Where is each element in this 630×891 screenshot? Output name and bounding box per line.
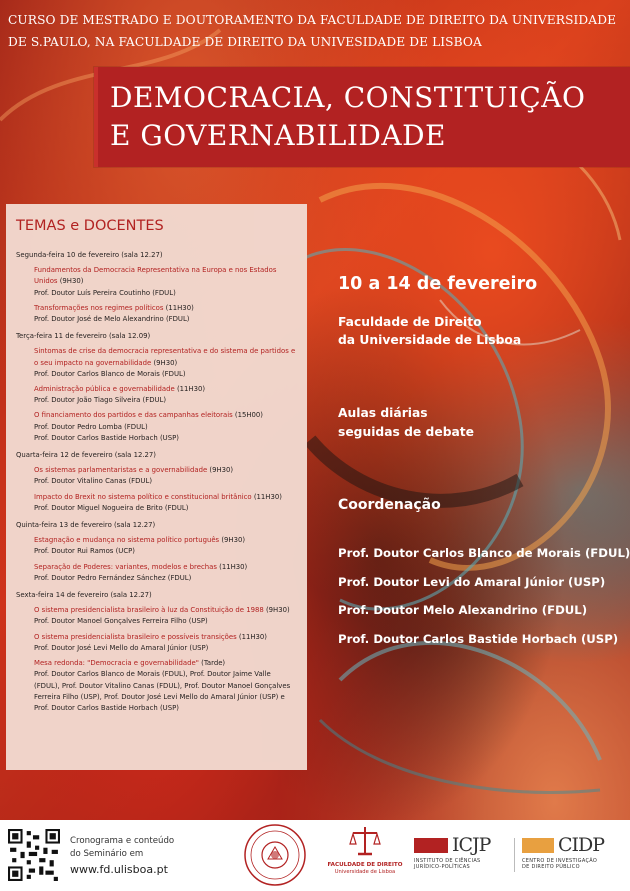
session-professor: Prof. Doutor Rui Ramos (UCP) — [34, 547, 135, 556]
session-time: (9H30) — [153, 358, 178, 367]
cidp-subtitle-line-2: DE DIREITO PÚBLICO — [522, 864, 580, 871]
event-dates: 10 a 14 de fevereiro — [338, 274, 538, 294]
schedule-session — [34, 658, 298, 714]
session-professor: Prof. Doutor Carlos Blanco de Morais (FDUL) — [34, 369, 186, 378]
schedule-session — [34, 346, 298, 380]
session-professor: Prof. Doutor Pedro Fernández Sánchez (FDUL) — [34, 573, 192, 582]
session-title: Estagnação e mudança no sistema político português — [34, 536, 220, 545]
schedule-session — [34, 605, 298, 627]
schedule-day: Quinta-feira 13 de fevereiro (sala 12.27) — [16, 521, 156, 530]
session-time: (11H30) — [219, 562, 248, 571]
session-time: (9H30) — [265, 606, 290, 615]
session-title: Separação de Poderes: variantes, modelos e brechas — [34, 562, 217, 571]
event-venue — [338, 313, 521, 349]
icjp-subtitle-line-1: INSTITUTO DE CIÊNCIAS — [414, 858, 481, 864]
schedule-session — [34, 384, 298, 406]
schedule-session — [34, 535, 298, 557]
session-professor: Prof. Doutor Carlos Blanco de Morais (FDUL), Prof. Doutor Jaime Valle (FDUL), Prof. Doutor Vitalino Canas (FDUL), Prof. Doutor Manoel Gonçalves Ferreira Filho (USP), Prof. Doutor José Levi Mello do Amaral Júnior (USP) e Prof. Doutor Carlos Bastide Horbach (USP) — [34, 670, 291, 712]
format-line-1: Aulas diárias — [338, 406, 428, 420]
format-line-2: seguidas de debate — [338, 425, 475, 439]
venue-line-2: da Universidade de Lisboa — [338, 333, 522, 347]
poster-title-line-1: DEMOCRACIA, CONSTITUIÇÃO — [110, 81, 586, 114]
session-professor: Prof. Doutor João Tiago Silveira (FDUL) — [34, 396, 167, 405]
poster-title — [110, 79, 585, 155]
session-professor: Prof. Doutor Vitalino Canas (FDUL) — [34, 477, 153, 486]
qr-code-icon[interactable] — [8, 829, 60, 881]
coordinators-list — [338, 539, 630, 653]
coordinator-item: Prof. Doutor Levi do Amaral Júnior (USP) — [338, 574, 606, 589]
logo-divider — [514, 838, 515, 872]
scales-of-justice-icon — [348, 824, 382, 858]
cidp-subtitle-line-1: CENTRO DE INVESTIGAÇÃO — [522, 858, 598, 864]
session-title: Sintomas de crise da democracia representativa e do sistema de partidos e o seu impacto na governabilidade — [34, 347, 296, 367]
icjp-subtitle-line-2: JURÍDICO-POLÍTICAS — [414, 864, 471, 871]
schedule-session — [34, 632, 298, 654]
cidp-subtitle — [522, 858, 597, 870]
session-time: (9H30) — [59, 277, 84, 286]
schedule-session — [34, 492, 298, 514]
session-time: (Tarde) — [201, 659, 226, 668]
icjp-subtitle — [414, 858, 481, 870]
coordinator-item: Prof. Doutor Melo Alexandrino (FDUL) — [338, 603, 588, 617]
session-title: Transformações nos regimes políticos — [34, 303, 164, 312]
footer-note-line-2: do Seminário em — [70, 849, 144, 859]
schedule-session — [34, 465, 298, 487]
website-link[interactable]: www.fd.ulisboa.pt — [70, 863, 168, 876]
schedule-session — [34, 562, 298, 584]
coordination-heading: Coordenação — [338, 497, 441, 513]
session-time: (11H30) — [238, 632, 268, 641]
schedule-day: Quarta-feira 12 de fevereiro (sala 12.27) — [16, 451, 156, 460]
session-professor: Prof. Doutor Manoel Gonçalves Ferreira Filho (USP) — [34, 617, 208, 626]
schedule-day: Segunda-feira 10 de fevereiro (sala 12.27) — [16, 251, 163, 259]
venue-line-1: Faculdade de Direito — [338, 315, 482, 329]
schedule-session — [34, 265, 298, 299]
session-professor: Prof. Doutor Luís Pereira Coutinho (FDUL) — [34, 288, 176, 297]
schedule-list — [16, 250, 298, 718]
faculty-university: Universidade de Lisboa — [334, 869, 396, 875]
course-header — [8, 9, 624, 53]
session-time: (9H30) — [221, 536, 246, 545]
icjp-logo — [414, 836, 514, 876]
session-title: Os sistemas parlamentaristas e a governabilidade — [34, 466, 208, 475]
title-banner — [94, 67, 630, 167]
footer — [0, 820, 630, 891]
course-header-line-1: CURSO DE MESTRADO E DOUTORAMENTO DA FACULDADE DE DIREITO DA UNIVERSIDADE — [8, 13, 617, 27]
session-title: O sistema presidencialista brasileiro à luz da Constituição de 1988 — [34, 606, 264, 615]
session-title: O sistema presidencialista brasileiro e possíveis transições — [34, 632, 237, 641]
cidp-wordmark: CIDP — [558, 834, 605, 856]
event-format — [338, 404, 474, 442]
session-title: Administração pública e governabilidade — [34, 385, 175, 394]
session-title: O financiamento dos partidos e das campanhas eleitorais — [34, 411, 233, 420]
session-professor: Prof. Doutor Pedro Lomba (FDUL) Prof. Doutor Carlos Bastide Horbach (USP) — [34, 422, 179, 442]
session-title: Mesa redonda: "Democracia e governabilidade" — [34, 659, 199, 668]
session-time: (15H00) — [234, 411, 264, 420]
coordinator-item: Prof. Doutor Carlos Bastide Horbach (USP) — [338, 631, 619, 646]
session-time: (11H30) — [253, 492, 282, 501]
session-time: (11H30) — [165, 303, 194, 312]
coordinator-item: Prof. Doutor Carlos Blanco de Morais (FDUL) — [338, 546, 630, 560]
schedule-day: Terça-feira 11 de fevereiro (sala 12.09) — [16, 332, 151, 341]
cidp-logo — [522, 836, 628, 876]
course-header-line-2: DE S.PAULO, NA FACULDADE DE DIREITO DA UNIVESIDADE DE LISBOA — [8, 35, 482, 49]
icjp-block-icon — [414, 838, 448, 853]
session-professor: Prof. Doutor José Levi Mello do Amaral Júnior (USP) — [34, 643, 209, 652]
session-time: (11H30) — [176, 385, 206, 394]
schedule-day: Sexta-feira 14 de fevereiro (sala 12.27) — [16, 591, 152, 600]
session-time: (9H30) — [209, 466, 234, 475]
cidp-block-icon — [522, 838, 554, 853]
faculty-logo — [325, 824, 405, 886]
faculty-name: FACULDADE DE DIREITO — [327, 862, 403, 868]
session-title: Fundamentos da Democracia Representativa na Europa e nos Estados Unidos — [34, 266, 277, 286]
schedule-panel — [6, 204, 307, 770]
session-professor: Prof. Doutor José de Melo Alexandrino (FDUL) — [34, 315, 190, 324]
schedule-session — [34, 303, 298, 325]
schedule-heading: TEMAS e DOCENTES — [16, 218, 164, 234]
schedule-session — [34, 410, 298, 444]
footer-note-line-1: Cronograma e conteúdo — [70, 836, 175, 846]
icjp-wordmark: ICJP — [452, 834, 491, 856]
footer-note — [70, 835, 174, 861]
session-professor: Prof. Doutor Miguel Nogueira de Brito (FDUL) — [34, 503, 189, 512]
university-seal-icon — [243, 823, 307, 887]
poster-title-line-2: E GOVERNABILIDADE — [110, 119, 446, 152]
session-title: Impacto do Brexit no sistema político e constitucional britânico — [34, 492, 252, 501]
